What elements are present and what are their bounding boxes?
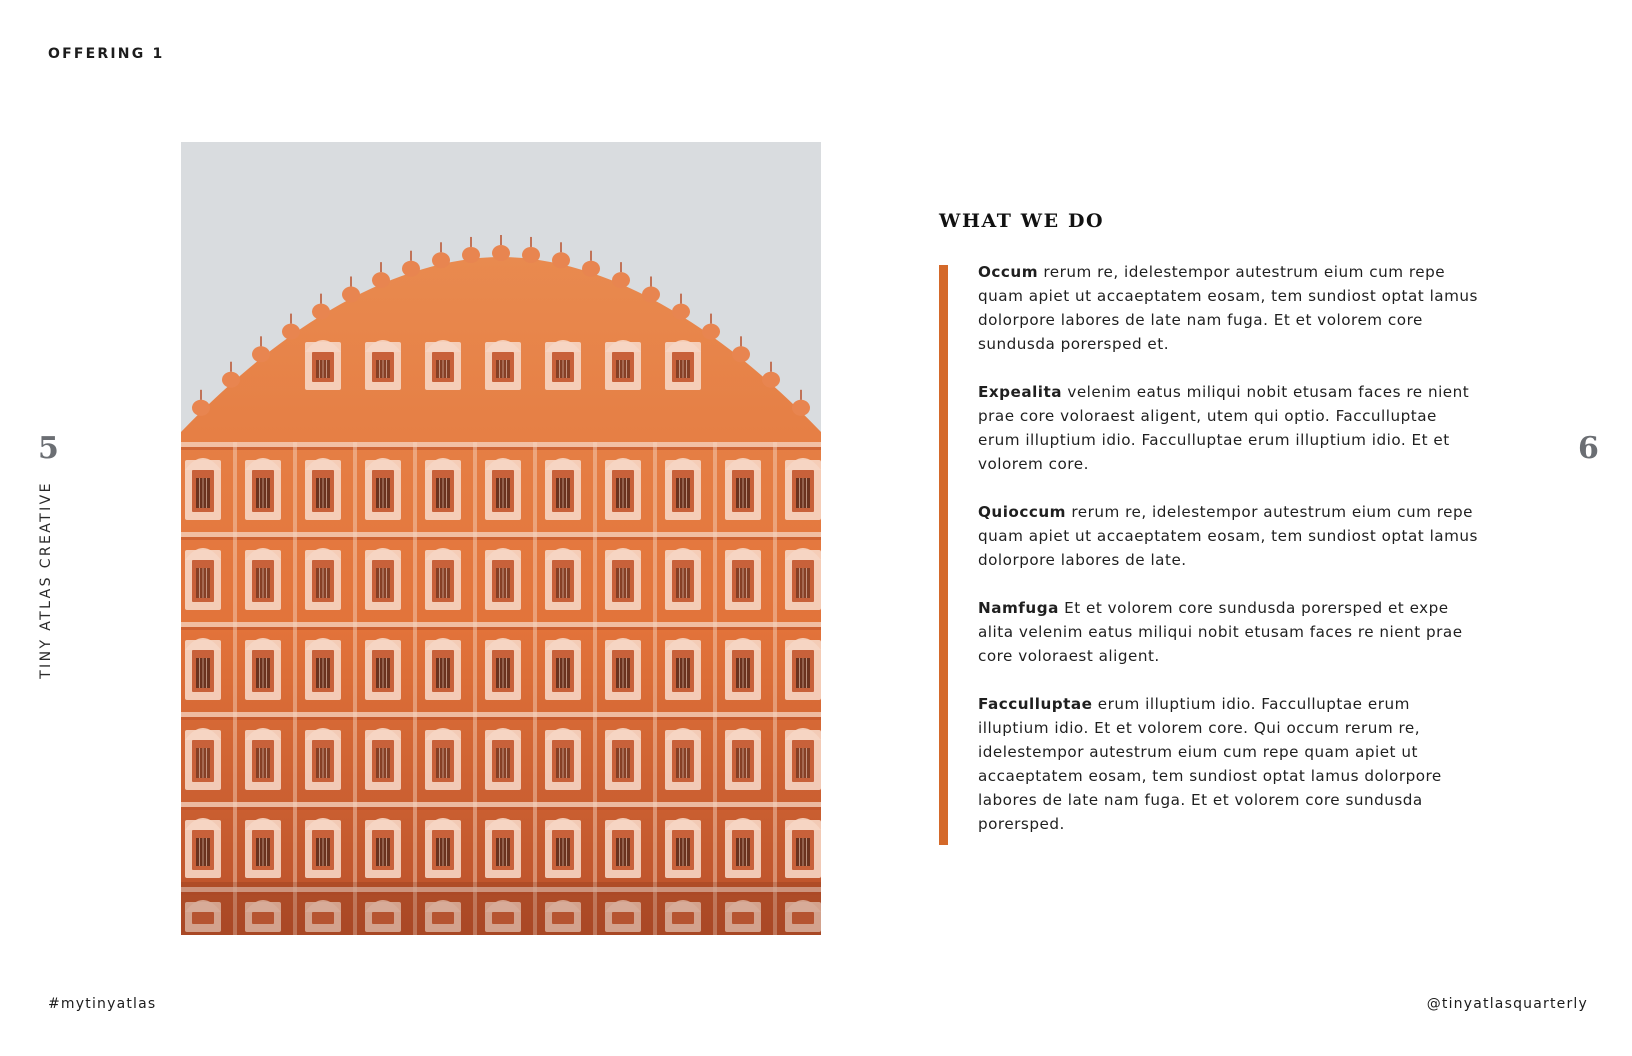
paragraph [978,380,1478,476]
vertical-brand-text: TINY ATLAS CREATIVE [38,481,54,679]
paragraph-lead: Namfuga [978,599,1059,617]
paragraph-text: rerum re, idelestempor autestrum eium cum repe quam apiet ut accaeptatem eosam, tem sundiost optat lamus dolorpore labores de late. [978,503,1478,569]
palace-photo [181,142,821,935]
eyebrow-label: OFFERING 1 [48,46,165,62]
page-number-left: 5 [38,431,59,466]
paragraph-text: velenim eatus miliqui nobit etusam faces re nient prae core voloraest aligent, utem qui optio. Facculluptae erum illuptium idio. Facculluptae erum illuptium idio. Et et volorem core. [978,383,1470,473]
footer-handle: @tinyatlasquarterly [1426,996,1588,1012]
section-title: WHAT WE DO [939,210,1105,232]
page-number-right: 6 [1578,431,1599,466]
paragraph [978,692,1478,836]
paragraph-lead: Quioccum [978,503,1067,521]
palace-illustration [181,142,821,935]
accent-bar [939,265,948,845]
paragraph-lead: Occum [978,263,1039,281]
paragraph [978,500,1478,572]
paragraph-list [978,260,1478,860]
paragraph-lead: Facculluptae [978,695,1093,713]
paragraph-text: Et et volorem core sundusda porersped et expe alita velenim eatus miliqui nobit etusam faces re nient prae core voloraest aligent. [978,599,1463,665]
paragraph [978,260,1478,356]
paragraph [978,596,1478,668]
paragraph-lead: Expealita [978,383,1063,401]
footer-hashtag: #mytinyatlas [48,996,157,1012]
paragraph-text: rerum re, idelestempor autestrum eium cum repe quam apiet ut accaeptatem eosam, tem sundiost optat lamus dolorpore labores de late nam fuga. Et et volorem core sundusda porersped et. [978,263,1478,353]
paragraph-text: erum illuptium idio. Facculluptae erum illuptium idio. Et et volorem core. Qui occum rerum re, idelestempor autestrum eium cum repe quam apiet ut accaeptatem eosam, tem sundiost optat lamus dolorpore labores de late nam fuga. Et et volorem core sundusda porersped. [978,695,1442,833]
